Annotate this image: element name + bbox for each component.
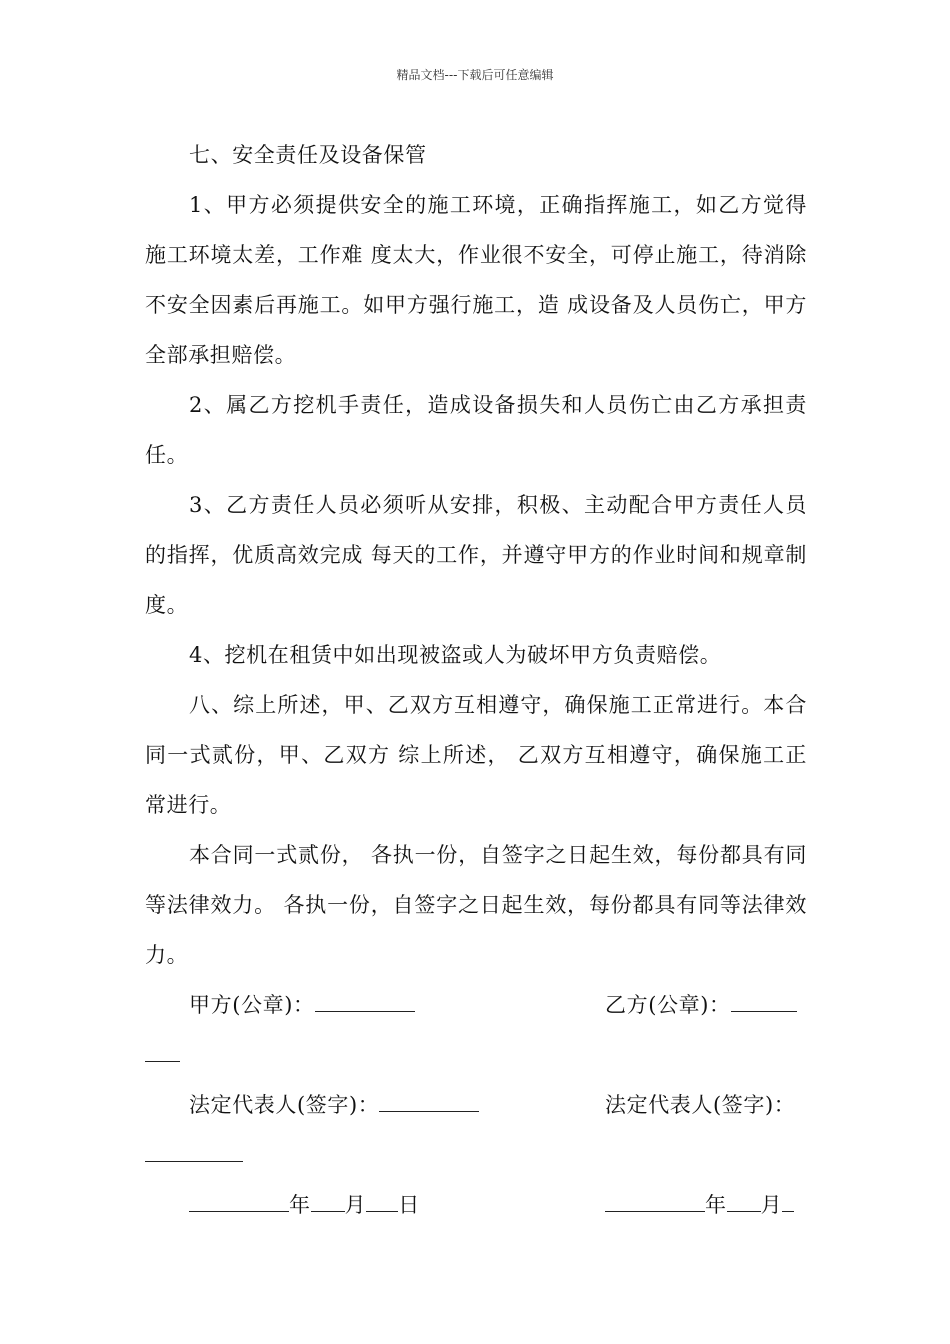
party-b-seal-label: 乙方(公章)：: [605, 993, 731, 1017]
representative-wrap-row: [145, 1130, 807, 1180]
party-a-day-line: [366, 1191, 398, 1212]
copies-clause: 本合同一式贰份， 各执一份，自签字之日起生效，每份都具有同等法律效力。 各执一份，自签字之日起生效，每份都具有同等法律效力。: [145, 843, 807, 967]
party-b-date: [605, 1180, 794, 1230]
party-b-seal-line: [731, 991, 797, 1012]
seal-wrap-row: [145, 1030, 807, 1080]
party-b-day-line: [782, 1191, 794, 1212]
section-7-title: 七、安全责任及设备保管: [189, 143, 427, 167]
party-b-year-line: [605, 1191, 705, 1212]
party-b-seal-line-wrap: [145, 1041, 180, 1062]
section-8: 八、综上所述，甲、乙双方互相遵守，确保施工正常进行。本合同一式贰份，甲、乙双方 综上所述， 乙双方互相遵守，确保施工正常进行。: [145, 693, 807, 817]
party-b-rep: [605, 1080, 795, 1130]
party-a-month-line: [311, 1191, 345, 1212]
document-body: [145, 130, 807, 1230]
seal-row: [145, 980, 807, 1030]
party-a-rep-label: 法定代表人(签字)：: [189, 1093, 380, 1117]
party-b-rep-line: [145, 1141, 243, 1162]
year-label: 年: [289, 1193, 311, 1217]
month-label: 月: [344, 1193, 367, 1217]
party-a-year-line: [189, 1191, 289, 1212]
clause-4: 4、挖机在租赁中如出现被盗或人为破坏甲方负责赔偿。: [189, 643, 722, 667]
date-row: [145, 1180, 807, 1230]
year-label: 年: [705, 1193, 727, 1217]
representative-row: [145, 1080, 807, 1130]
day-label: 日: [398, 1193, 420, 1217]
party-a-seal-line: [315, 991, 415, 1012]
clause-2: 2、属乙方挖机手责任，造成设备损失和人员伤亡由乙方承担责任。: [145, 393, 807, 467]
party-a-seal: [189, 980, 415, 1030]
month-label: 月: [760, 1193, 783, 1217]
page-header: 精品文档---下载后可任意编辑: [396, 68, 554, 82]
party-b-seal: [605, 980, 797, 1030]
party-b-rep-label: 法定代表人(签字)：: [605, 1093, 796, 1117]
clause-1: 1、甲方必须提供安全的施工环境，正确指挥施工，如乙方觉得施工环境太差，工作难 度太大，作业很不安全，可停止施工，待消除不安全因素后再施工。如甲方强行施工，造 成设备及人员伤亡，甲方全部承担赔偿。: [145, 193, 807, 367]
clause-3: 3、乙方责任人员必须听从安排，积极、主动配合甲方责任人员的指挥，优质高效完成 每天的工作，并遵守甲方的作业时间和规章制度。: [145, 493, 807, 617]
party-a-seal-label: 甲方(公章)：: [189, 993, 315, 1017]
party-a-rep-line: [379, 1091, 479, 1112]
party-a-date: [189, 1180, 420, 1230]
party-a-rep: [189, 1080, 479, 1130]
party-b-month-line: [727, 1191, 761, 1212]
